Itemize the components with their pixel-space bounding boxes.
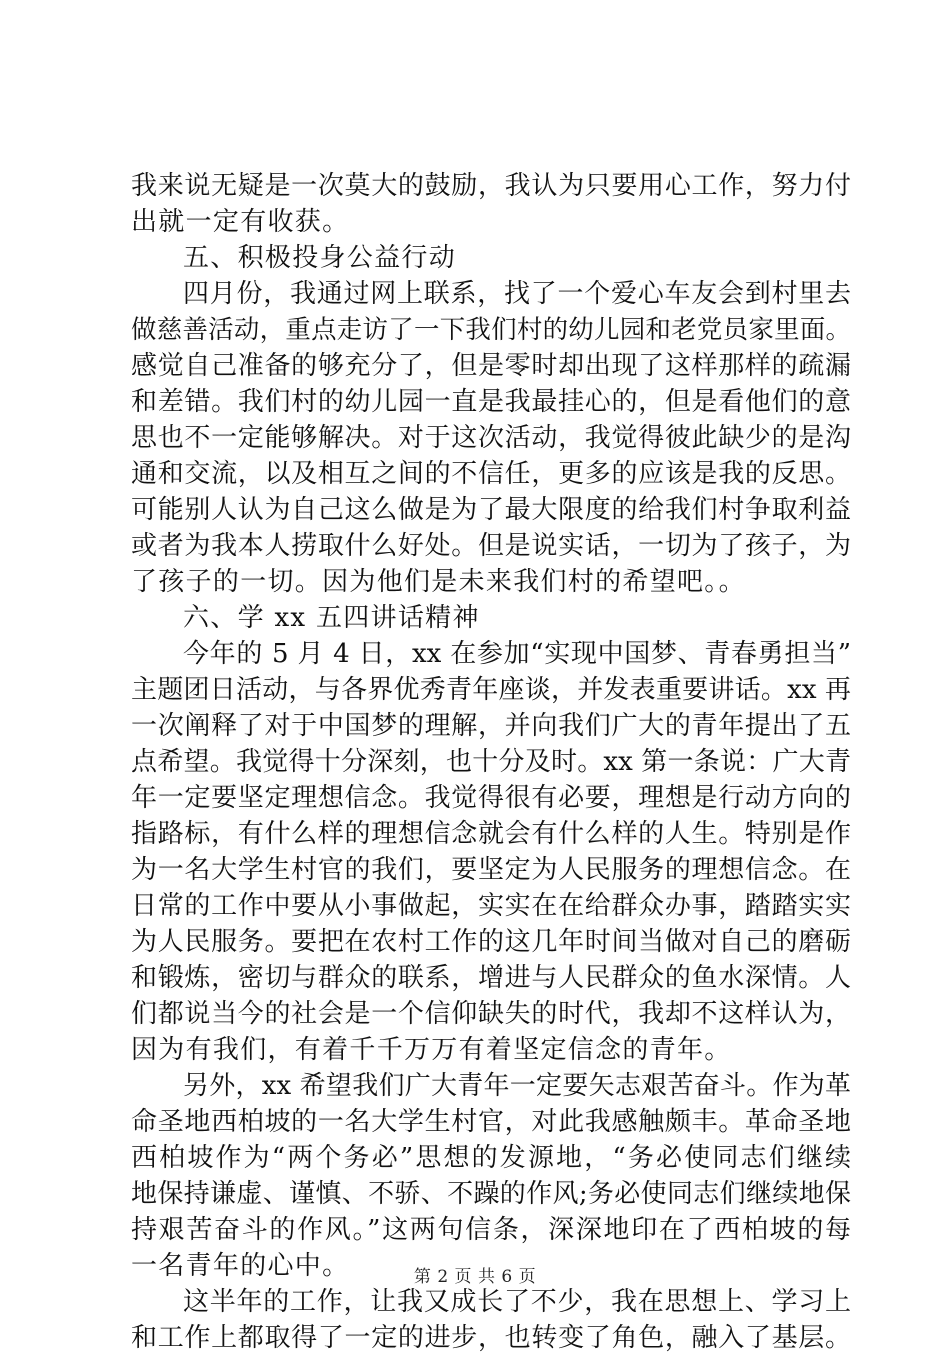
text-line: 一名青年的心中。 xyxy=(131,1251,350,1281)
text-line: 出就一定有收获。 xyxy=(131,207,350,237)
text-line: 一次阐释了对于中国梦的理解，并向我们广大的青年提出了五 xyxy=(131,711,851,741)
text-line: 感觉自己准备的够充分了，但是零时却出现了这样那样的疏漏 xyxy=(131,351,851,381)
text-line: 思也不一定能够解决。对于这次活动，我觉得彼此缺少的是沟 xyxy=(131,423,851,453)
text-line: 另外，xx 希望我们广大青年一定要矢志艰苦奋斗。作为革 xyxy=(183,1071,851,1101)
text-line: 年一定要坚定理想信念。我觉得很有必要，理想是行动方向的 xyxy=(131,783,851,813)
text-line: 四月份，我通过网上联系，找了一个爱心车友会到村里去 xyxy=(183,279,851,309)
text-line: 五、积极投身公益行动 xyxy=(183,243,457,273)
text-line: 六、学 xx 五四讲话精神 xyxy=(183,603,480,633)
text-line: 因为有我们，有着千千万万有着坚定信念的青年。 xyxy=(131,1035,732,1065)
page-footer: 第 2 页 共 6 页 xyxy=(413,1267,537,1287)
text-line: 了孩子的一切。因为他们是未来我们村的希望吧。。 xyxy=(131,567,746,597)
text-line: 为人民服务。要把在农村工作的这几年时间当做对自己的磨砺 xyxy=(131,927,851,957)
text-line: 和差错。我们村的幼儿园一直是我最挂心的，但是看他们的意 xyxy=(131,387,851,417)
text-line: 和锻炼，密切与群众的联系，增进与人民群众的鱼水深情。人 xyxy=(131,963,851,993)
text-line: 点希望。我觉得十分深刻，也十分及时。xx 第一条说：广大青 xyxy=(131,747,851,777)
document-body xyxy=(131,168,851,1356)
text-line: 们都说当今的社会是一个信仰缺失的时代，我却不这样认为， xyxy=(131,999,851,1029)
text-line: 我来说无疑是一次莫大的鼓励，我认为只要用心工作，努力付 xyxy=(131,171,851,201)
text-line: 日常的工作中要从小事做起，实实在在给群众办事，踏踏实实 xyxy=(131,891,851,921)
text-line: 指路标，有什么样的理想信念就会有什么样的人生。特别是作 xyxy=(131,819,851,849)
text-line: 可能别人认为自己这么做是为了最大限度的给我们村争取利益 xyxy=(131,495,851,525)
text-line: 主题团日活动，与各界优秀青年座谈，并发表重要讲话。xx 再 xyxy=(131,675,851,705)
text-line: 西柏坡作为“两个务必”思想的发源地，“务必使同志们继续 xyxy=(131,1143,851,1173)
text-line: 地保持谦虚、谨慎、不骄、不躁的作风;务必使同志们继续地保 xyxy=(131,1179,851,1209)
text-line: 持艰苦奋斗的作风。”这两句信条，深深地印在了西柏坡的每 xyxy=(131,1215,851,1245)
text-line: 这半年的工作，让我又成长了不少，我在思想上、学习上 xyxy=(183,1287,851,1317)
text-line: 做慈善活动，重点走访了一下我们村的幼儿园和老党员家里面。 xyxy=(131,315,851,345)
text-line: 和工作上都取得了一定的进步，也转变了角色，融入了基层。 xyxy=(131,1323,851,1353)
text-line: 为一名大学生村官的我们，要坚定为人民服务的理想信念。在 xyxy=(131,855,851,885)
text-line: 命圣地西柏坡的一名大学生村官，对此我感触颇丰。革命圣地 xyxy=(131,1107,851,1137)
text-line: 或者为我本人捞取什么好处。但是说实话，一切为了孩子，为 xyxy=(131,531,851,561)
text-line: 通和交流，以及相互之间的不信任，更多的应该是我的反思。 xyxy=(131,459,851,489)
text-line: 今年的 5 月 4 日，xx 在参加“实现中国梦、青春勇担当” xyxy=(183,639,851,669)
